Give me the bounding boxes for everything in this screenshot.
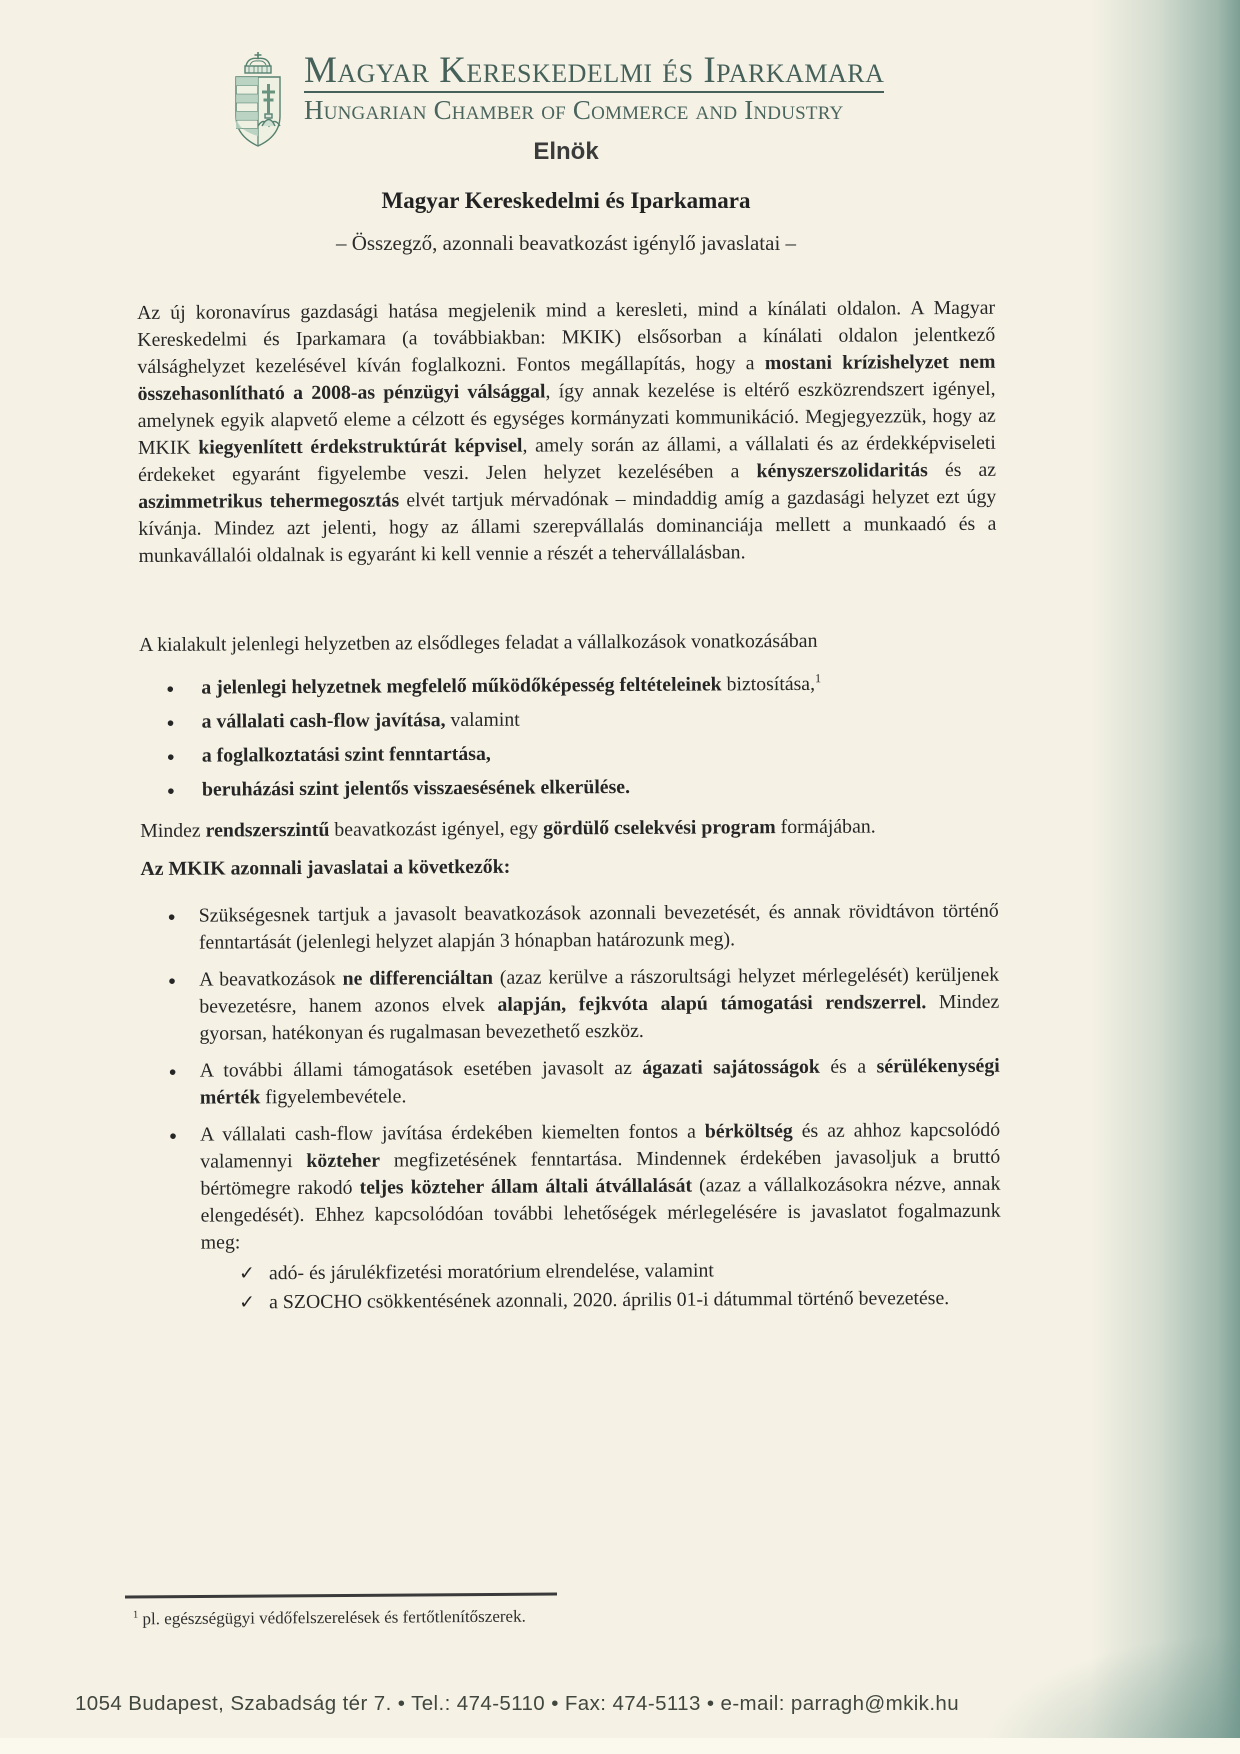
proposals-item-text: Szükségesnek tartjuk a javasolt beavatkozások azonnali bevezetését, és annak rövidtávon történő fenntartását (jelenlegi helyzet alapján 3 hónapban határozunk meg). [198,899,999,954]
document-body [137,295,1001,1327]
proposals-item-text: A beavatkozások ne differenciáltan (azaz kerülve a rászorultsági helyzet mérlegelését) kerüljenek bevezetésre, hanem azonos elvek alapján, fejkvóta alapú támogatási rendszerrel. Mindez gyorsan, hatékonyan és rugalmasan bevezethető eszköz. [199,963,1000,1045]
tasks-lead-paragraph: A kialakult jelenlegi helyzetben az elsődleges feladat a vállalkozások vonatkozásában [139,629,818,656]
footnote-text: pl. egészségügyi védőfelszerelések és fertőtlenítőszerek. [142,1606,526,1629]
check-sublist-item [201,1285,1001,1317]
proposals-list [141,898,1002,1317]
document-org-title: Magyar Kereskedelmi és Iparkamara [381,188,751,213]
contact-footer: 1054 Budapest, Szabadság tér 7. • Tel.: 474-5110 • Fax: 474-5113 • e-mail: parragh@mkik.hu [75,1692,960,1715]
goals-list-item [139,704,997,736]
check-item-text: a SZOCHO csökkentésének azonnali, 2020. április 01-i dátummal történő bevezetése. [269,1287,950,1314]
bullet-icon: ● [166,680,175,696]
checkmark-icon: ✓ [238,1262,255,1285]
proposals-list-item [141,898,999,957]
system-paragraph: Mindez rendszerszintű beavatkozást igényel, egy gördülő cselekvési program formájában. [140,815,876,842]
scan-bottom-strip [0,1738,1240,1754]
title-block [137,138,995,256]
bullet-icon: ● [166,748,175,764]
intro-paragraph: Az új koronavírus gazdasági hatása megjelenik mind a keresleti, mind a kínálati oldalon. A Magyar Kereskedelmi és Iparkamara (a továbbiakban: MKIK) elsősorban a kínálati oldalon jelentkező válsághelyzet kezelésével kíván foglalkozni. Fontos megállapítás, hogy a mostani krízishelyzet nem összehasonlítható a 2008-as pénzügyi válsággal, így annak kezelése is eltérő eszközrendszert igényel, amelynek egyik alapvető eleme a célzott és egységes kormányzati kommunikáció. Megjegyezzük, hogy az MKIK kiegyenlített érdekstruktúrát képvisel, amely során az állami, a vállalati és az érdekképviseleti érdekeket egyaránt figyelembe veszi. Jelen helyzet kezelésében a kényszerszolidaritás és az aszimmetrikus tehermegosztás elvét tartjuk mérvadónak – mindaddig amíg a gazdasági helyzet ezt úgy kívánja. Mindez azt jelenti, hogy az állami szerepvállalás dominanciája mellett a munkaadó és a munkavállalói oldalnak is egyaránt ki kell vennie a részét a tehervállalásban. [137,296,997,567]
hungarian-coat-of-arms-icon [228,50,288,150]
bullet-icon: ● [168,972,177,988]
letterhead [228,50,884,150]
document-subtitle: – Összegző, azonnali beavatkozást igénylő javaslatai – [335,231,797,255]
org-name-english: Hungarian Chamber of Commerce and Industry [304,95,844,125]
goals-list [139,670,998,804]
goals-item-text: a foglalkoztatási szint fenntartása, [201,742,491,767]
footnote [133,1607,526,1630]
check-item-text: adó- és járulékfizetési moratórium elrendelése, valamint [268,1259,714,1285]
check-sublist [201,1256,1001,1317]
goals-item-text: a vállalati cash-flow javítása, valamint [201,708,520,733]
proposals-item-text: A vállalati cash-flow javítása érdekében kiemelten fontos a bérköltség és az ahhoz kapcsolódó valamennyi közteher megfizetésének fenntartása. Mindennek érdekében javasoljuk a bruttó bértömegre rakodó teljes közteher állam általi átvállalását (azaz a vállalkozásokra nézve, annak elengedését). Ehhez kapcsolódóan további lehetőségek mérlegelésére is javaslatot fogalmazunk meg: [200,1118,1001,1254]
bullet-icon: ● [167,908,176,924]
goals-list-item [139,670,997,702]
bullet-icon: ● [166,782,175,798]
bullet-icon: ● [166,714,175,730]
footnote-marker: 1 [132,1609,139,1621]
proposals-item-text: A további állami támogatások esetében javasolt az ágazati sajátosságok és a sérülékenységi mérték figyelembevétele. [199,1054,1000,1109]
proposals-heading: Az MKIK azonnali javaslatai a következők: [140,855,511,880]
proposals-list-item [141,962,999,1048]
sender-role: Elnök [533,138,599,165]
bullet-icon: ● [169,1127,178,1143]
org-name-hungarian: Magyar Kereskedelmi és Iparkamara [304,50,885,91]
bullet-icon: ● [168,1063,177,1079]
goals-item-text: a jelenlegi helyzetnek megfelelő működőképesség feltételeinek biztosítása,$^1$ [201,671,822,699]
proposals-list-item [142,1053,1000,1112]
check-sublist-item [201,1256,1001,1288]
goals-list-item [140,772,998,804]
checkmark-icon: ✓ [239,1291,256,1314]
proposals-list-item [142,1117,1001,1317]
footnote-divider [125,1592,557,1598]
goals-item-text: beruházási szint jelentős visszaesésének elkerülése. [201,775,631,801]
goals-list-item [140,738,998,770]
scan-edge-shadow-right [1090,0,1240,1754]
